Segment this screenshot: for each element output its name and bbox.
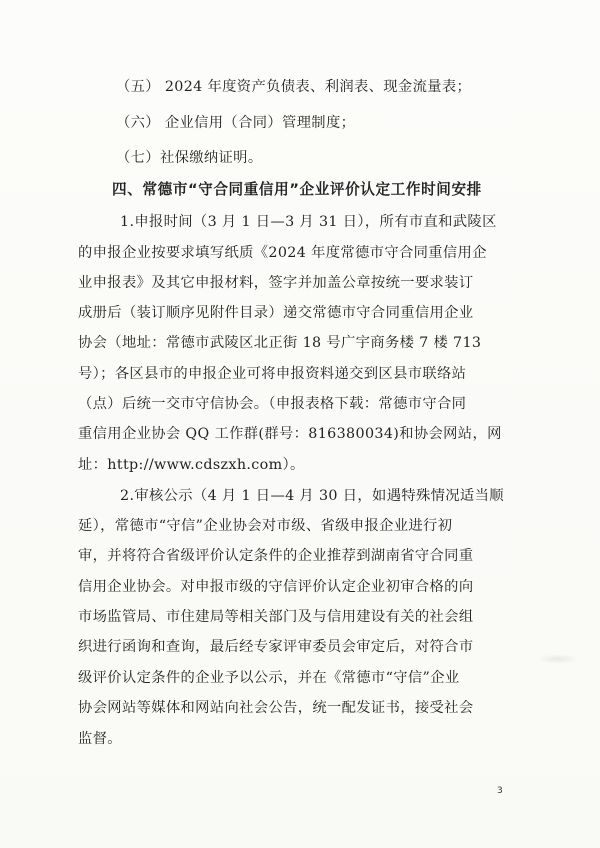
paragraph-line: 址：http://www.cdszxh.com）。 [78, 457, 305, 473]
paragraph-line: 业申报表》及其它申报材料，签字并加盖公章按统一要求装订 [78, 275, 474, 291]
scan-smudge [538, 654, 578, 664]
section-heading: 四、常德市“守合同重信用”企业评价认定工作时间安排 [112, 181, 482, 198]
paragraph-line: 2.审核公示（4 月 1 日—4 月 30 日，如遇特殊情况适当顺 [120, 488, 504, 504]
paragraph-line: 成册后（装订顺序见附件目录）递交常德市守合同重信用企业 [78, 305, 474, 321]
list-item-seven: （七）社保缴纳证明。 [116, 150, 263, 166]
paragraph-line: 织进行函询和查询，最后经专家评审委员会审定后，对符合市 [78, 639, 474, 655]
paragraph-line: 市场监管局、市住建局等相关部门及与信用建设有关的社会组 [78, 609, 474, 625]
paragraph-line: 监督。 [78, 731, 122, 747]
paragraph-line: 协会网站等媒体和网站向社会公告，统一配发证书，接受社会 [78, 700, 474, 716]
paragraph-line: 号）；各区县市的申报企业可将申报资料递交到区县市联络站 [78, 366, 467, 382]
page-number: 3 [497, 786, 503, 796]
paragraph-line: 重信用企业协会 QQ 工作群(群号：816380034)和协会网站，网 [78, 426, 502, 442]
paragraph-line: 级评价认定条件的企业予以公示，并在《常德市“守信”企业 [78, 670, 460, 686]
paragraph-line: 信用企业协会。对申报市级的守信评价认定企业初审合格的向 [78, 579, 474, 595]
paragraph-line: （点）后统一交市守信协会。（申报表格下载：常德市守合同 [78, 396, 467, 412]
paragraph-line: 延），常德市“守信”企业协会对市级、省级申报企业进行初 [78, 518, 453, 534]
paragraph-line: 1.申报时间（3 月 1 日—3 月 31 日），所有市直和武陵区 [120, 214, 497, 230]
paragraph-line: 审，并将符合省级评价认定条件的企业推荐到湖南省守合同重 [78, 548, 474, 564]
list-item-six: （六） 企业信用（合同）管理制度； [116, 115, 356, 131]
list-item-five: （五） 2024 年度资产负债表、利润表、现金流量表； [116, 79, 472, 95]
paragraph-line: 协会（地址：常德市武陵区北正街 18 号广宇商务楼 7 楼 713 [78, 335, 482, 351]
paragraph-line: 的申报企业按要求填写纸质《2024 年度常德市守合同重信用企 [78, 245, 487, 261]
